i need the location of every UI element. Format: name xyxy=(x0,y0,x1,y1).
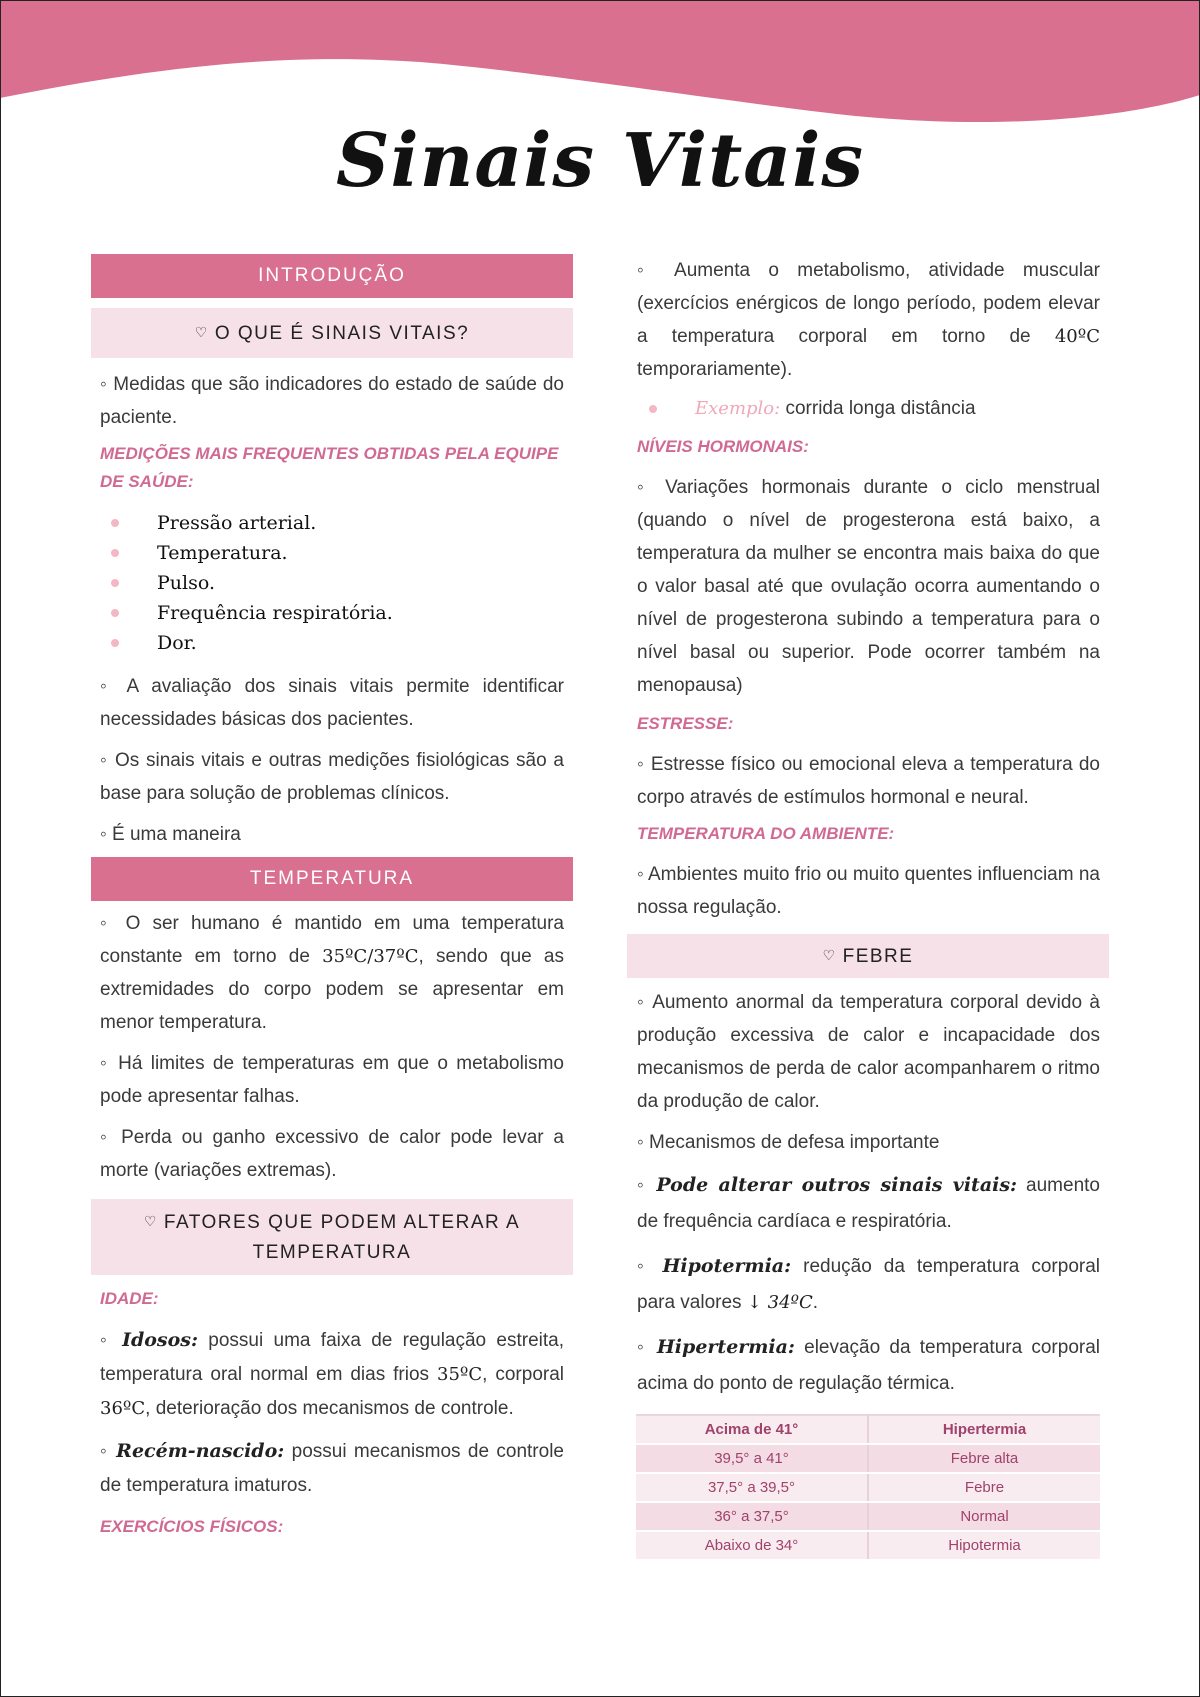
heart-icon: ♡ xyxy=(143,1213,158,1229)
paragraph-hipotermia: ◦ Hipotermia: redução da temperatura corporal para valores ↓ 34ºC. xyxy=(637,1255,1101,1313)
subheading-estresse: ESTRESSE: xyxy=(637,714,734,733)
bullet-icon xyxy=(649,405,657,413)
subsection-header-fatores xyxy=(91,1199,573,1275)
bullet-icon xyxy=(111,549,119,557)
subheading-hormonais: NÍVEIS HORMONAIS: xyxy=(637,437,809,456)
heart-icon: ♡ xyxy=(822,947,837,963)
label-pode-alterar: Pode alterar outros sinais vitais: xyxy=(656,1174,1018,1196)
paragraph: ◦ É uma maneira xyxy=(100,824,241,845)
bullet-icon xyxy=(111,609,119,617)
subheading-exercicios: EXERCÍCIOS FÍSICOS: xyxy=(100,1517,284,1536)
bullet-icon xyxy=(111,639,119,647)
label-idosos: Idosos: xyxy=(122,1329,198,1351)
section-header-introducao: INTRODUÇÃO xyxy=(91,254,573,298)
bullet-icon xyxy=(111,519,119,527)
paragraph: ◦ A avaliação dos sinais vitais permite identificar necessidades básicas dos pacientes. xyxy=(100,676,564,730)
table-row: 39,5° a 41° Febre alta xyxy=(636,1444,1100,1473)
list-item: Pulso. xyxy=(111,568,573,598)
paragraph: ◦ Há limites de temperaturas em que o metabolismo pode apresentar falhas. xyxy=(100,1053,564,1107)
paragraph-idosos: ◦ Idosos: possui uma faixa de regulação estreita, temperatura oral normal em dias frios 35ºC, corporal 36ºC, deterioração dos mecanismos de controle. xyxy=(100,1329,565,1419)
paragraph: ◦ O ser humano é mantido em uma temperatura constante em torno de 35ºC/37ºC, sendo que as extremidades do corpo podem se apresentar em menor temperatura. xyxy=(100,913,564,1033)
label-recem-nascido: Recém-nascido: xyxy=(116,1440,285,1462)
label-hipertermia: Hipertermia: xyxy=(656,1336,795,1358)
subsection-title: O QUE É SINAIS VITAIS? xyxy=(214,323,470,344)
list-item: Temperatura. xyxy=(111,538,573,568)
list-item: Frequência respiratória. xyxy=(111,598,573,628)
paragraph-exercicios: ◦ Aumenta o metabolismo, atividade muscular (exercícios enérgicos de longo período, podem elevar a temperatura corporal em torno de 40ºC temporariamente). xyxy=(637,260,1100,380)
example-item: Exemplo: corrida longa distância xyxy=(649,392,1109,425)
subheading-medicoes: MEDIÇÕES MAIS FREQUENTES OBTIDAS PELA EQUIPE DE SAÚDE: xyxy=(100,444,559,491)
paragraph: ◦ Os sinais vitais e outras medições fisiológicas são a base para solução de problemas clínicos. xyxy=(100,750,564,804)
temperature-table xyxy=(636,1414,1100,1561)
label-hipotermia: Hipotermia: xyxy=(662,1255,792,1277)
right-column xyxy=(627,254,1109,1561)
paragraph: ◦ Medidas que são indicadores do estado de saúde do paciente. xyxy=(100,374,564,428)
heart-icon: ♡ xyxy=(194,324,209,340)
table-row: Abaixo de 34° Hipotermia xyxy=(636,1531,1100,1560)
page-title: Sinais Vitais xyxy=(336,118,864,204)
paragraph-hipertermia: ◦ Hipertermia: elevação da temperatura corporal acima do ponto de regulação térmica. xyxy=(637,1336,1101,1394)
paragraph-estresse: ◦ Estresse físico ou emocional eleva a temperatura do corpo através de estímulos hormonal e neural. xyxy=(637,754,1100,808)
subsection-title: FEBRE xyxy=(842,946,914,967)
section-header-temperatura: TEMPERATURA xyxy=(91,857,573,901)
paragraph-recem-nascido: ◦ Recém-nascido: possui mecanismos de controle de temperatura imaturos. xyxy=(100,1440,564,1496)
subsection-title: FATORES QUE PODEM ALTERAR A TEMPERATURA xyxy=(163,1212,521,1263)
subsection-header-o-que-e xyxy=(91,308,573,358)
paragraph-febre: ◦ Aumento anormal da temperatura corporal devido à produção excessiva de calor e incapacidade dos mecanismos de perda de calor acompanharem o ritmo da produção de calor. xyxy=(637,992,1100,1112)
table-row: Acima de 41° Hipertermia xyxy=(636,1415,1100,1444)
paragraph: ◦ Perda ou ganho excessivo de calor pode levar a morte (variações extremas). xyxy=(100,1127,564,1181)
paragraph-ambiente: ◦ Ambientes muito frio ou muito quentes influenciam na nossa regulação. xyxy=(637,864,1100,918)
paragraph-pode-alterar: ◦ Pode alterar outros sinais vitais: aumento de frequência cardíaca e respiratória. xyxy=(637,1174,1100,1232)
table-row: 37,5° a 39,5° Febre xyxy=(636,1473,1100,1502)
bullet-icon xyxy=(111,579,119,587)
subheading-idade: IDADE: xyxy=(100,1289,159,1308)
left-column xyxy=(91,254,573,1541)
paragraph-febre-defesa: ◦ Mecanismos de defesa importante xyxy=(637,1132,940,1153)
paragraph-hormonais: ◦ Variações hormonais durante o ciclo menstrual (quando o nível de progesterona está baixo, a temperatura da mulher se encontra mais baixa do que o valor basal até que ovulação ocorra aumentando o nível de progesterona subindo a temperatura para o nível basal ou superior. Pode ocorrer também na menopausa) xyxy=(637,477,1100,696)
example-label: Exemplo: xyxy=(695,398,781,419)
subsection-header-febre xyxy=(627,934,1109,978)
measures-list xyxy=(111,508,573,658)
table-row: 36° a 37,5° Normal xyxy=(636,1502,1100,1531)
list-item: Pressão arterial. xyxy=(111,508,573,538)
temperature-value: 35ºC/37ºC xyxy=(322,946,419,967)
subheading-ambiente: TEMPERATURA DO AMBIENTE: xyxy=(637,824,895,843)
list-item: Dor. xyxy=(111,628,573,658)
